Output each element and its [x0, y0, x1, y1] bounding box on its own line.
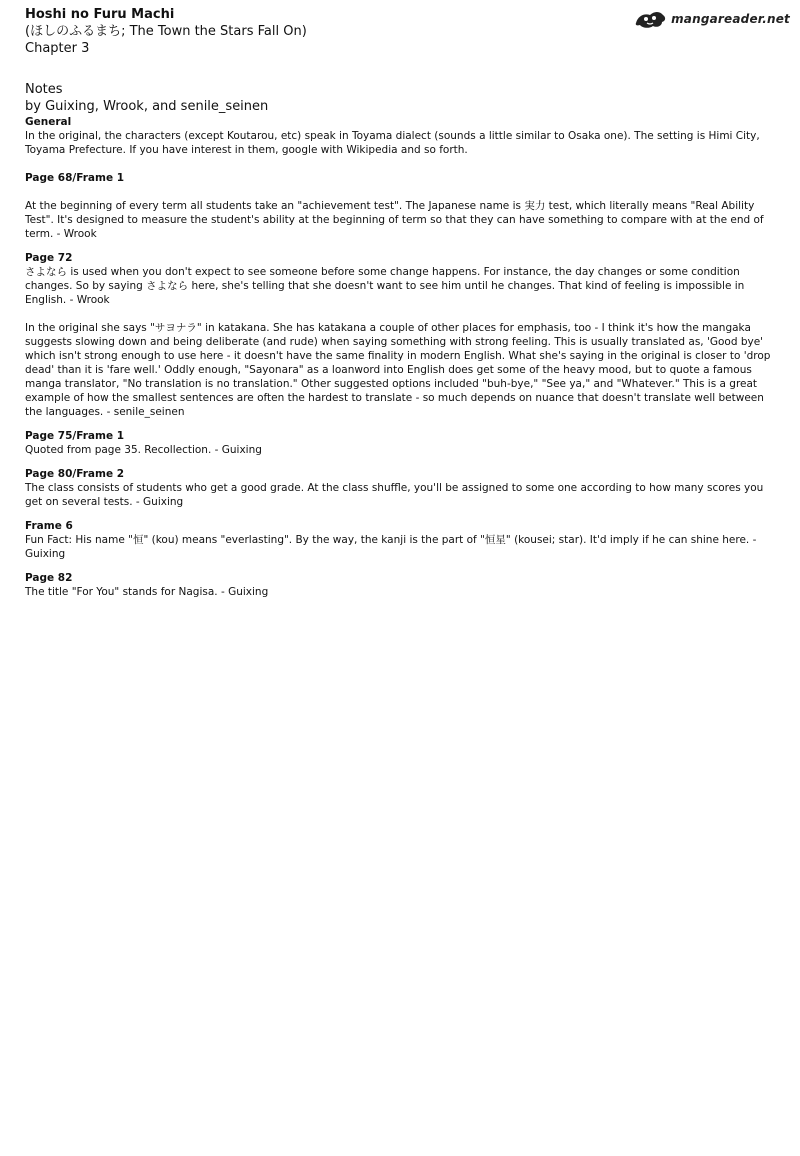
section-paragraph: The title "For You" stands for Nagisa. - Guixing	[25, 586, 269, 598]
notes-heading: Notes	[25, 82, 63, 97]
section-paragraph: In the original, the characters (except Koutarou, etc) speak in Toyama dialect (sounds a little similar to Osaka one). The setting is Himi City, Toyama Prefecture. If you have interest in them, google with Wikipedia and so forth.	[25, 130, 760, 156]
section-heading: General	[25, 116, 72, 128]
section-paragraph: At the beginning of every term all students take an "achievement test". The Japanese name is 実力 test, which literally means "Real Ability Test". It's designed to measure the student's ability at the beginning of term so that they can have something to compare with at the end of term. - Wrook	[25, 200, 764, 240]
section-paragraph: In the original she says "サヨナラ" in katakana. She has katakana a couple of other places for emphasis, too - I think it's how the mangaka suggests slowing down and being deliberate (and rude) when saying something with strong feeling. This is usually translated as, 'Good bye' which isn't strong enough to use here - it doesn't have the same finality in modern English. What she's saying in the original is closer to 'drop dead' than it is 'fare well.' Oddly enough, "Sayonara" as a loanword into English does get some of the heavy mood, but to quote a famous manga translator, "No translation is no translation." Other suggested options included "buh-bye," "See ya," and "Whatever." This is a great example of how the smallest sentences are often the hardest to translate - so much depends on nuance that doesn't translate well between the languages. - senile_seinen	[25, 322, 771, 418]
section-heading: Page 75/Frame 1	[25, 430, 125, 442]
section-paragraph: さよなら is used when you don't expect to see someone before some change happens. For instance, the day changes or some condition changes. So by saying さよなら here, she's telling that she doesn't want to see him until he changes. That kind of feeling is impossible in English. - Wrook	[25, 266, 745, 306]
section-general	[25, 115, 777, 157]
section-heading: Page 68/Frame 1	[25, 172, 125, 184]
section-heading: Page 80/Frame 2	[25, 468, 125, 480]
section-paragraph: The class consists of students who get a good grade. At the class shuffle, you'll be assigned to some one according to how many scores you get on several tests. - Guixing	[25, 482, 764, 508]
manga-subtitle: (ほしのふるまち; The Town the Stars Fall On)	[25, 24, 307, 39]
section-heading: Frame 6	[25, 520, 73, 532]
section-frame-6	[25, 519, 777, 561]
section-heading: Page 82	[25, 572, 73, 584]
section-paragraph: Quoted from page 35. Recollection. - Guixing	[25, 444, 262, 456]
logo-text: mangareader.net	[671, 12, 790, 26]
section-page-68-frame-1	[25, 171, 777, 241]
section-paragraph: Fun Fact: His name "恒" (kou) means "everlasting". By the way, the kanji is the part of "恒星" (kousei; star). It'd imply if he can shine here. - Guixing	[25, 534, 757, 560]
notes-credits: by Guixing, Wrook, and senile_seinen	[25, 99, 269, 114]
manga-title: Hoshi no Furu Machi	[25, 7, 175, 22]
section-page-75-frame-1	[25, 429, 777, 457]
section-page-72	[25, 251, 777, 419]
chapter-label: Chapter 3	[25, 41, 90, 56]
notes-page	[25, 6, 777, 599]
section-page-82	[25, 571, 777, 599]
section-page-80-frame-2	[25, 467, 777, 509]
section-heading: Page 72	[25, 252, 73, 264]
